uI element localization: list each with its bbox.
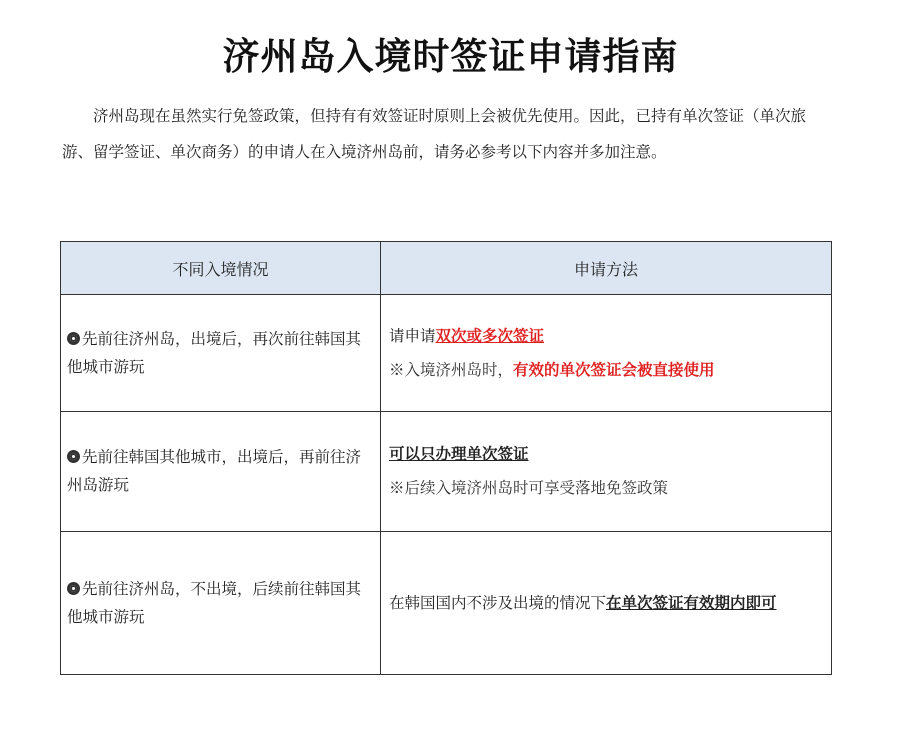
table-row (61, 295, 832, 412)
method-prefix: 在韩国国内不涉及出境的情况下 (389, 593, 607, 612)
column-header-method: 申请方法 (381, 242, 832, 295)
condition-text: 先前往济州岛，不出境，后续前往韩国其他城市游玩 (67, 579, 362, 626)
intro-paragraph: 济州岛现在虽然实行免签政策，但持有有效签证时原则上会被优先使用。因此，已持有单次签证（单次旅游、留学签证、单次商务）的申请人在入境济州岛前，请务必参考以下内容并多加注意。 (62, 107, 807, 161)
note-highlight: 有效的单次签证会被直接使用 (513, 360, 715, 380)
method-cell (381, 531, 832, 674)
condition-text: 先前往韩国其他城市，出境后，再前往济州岛游玩 (67, 448, 362, 495)
method-cell (381, 295, 832, 412)
method-line (389, 586, 825, 620)
method-prefix: 请申请 (389, 327, 436, 346)
method-line (389, 437, 825, 471)
condition-cell (61, 295, 381, 412)
condition-text: 先前往济州岛，出境后，再次前往韩国其他城市游玩 (67, 330, 362, 377)
method-cell (381, 412, 832, 531)
method-highlight: 可以只办理单次签证 (389, 444, 529, 464)
circled-bullet-icon (67, 332, 80, 345)
table-row (61, 412, 832, 531)
visa-guide-table (60, 241, 832, 675)
circled-bullet-icon (67, 582, 80, 595)
column-header-condition: 不同入境情况 (61, 242, 381, 295)
method-note (389, 353, 825, 387)
table-row (61, 531, 832, 674)
note-prefix: ※入境济州岛时， (389, 361, 514, 380)
method-note: ※后续入境济州岛时可享受落地免签政策 (389, 479, 669, 498)
table-header-row (61, 242, 832, 295)
circled-bullet-icon (67, 450, 80, 463)
method-highlight: 在单次签证有效期内即可 (606, 592, 777, 612)
method-line (389, 319, 825, 353)
condition-cell (61, 531, 381, 674)
condition-cell (61, 412, 381, 531)
page-title: 济州岛入境时签证申请指南 (222, 35, 679, 78)
method-highlight: 双次或多次签证 (435, 326, 545, 346)
